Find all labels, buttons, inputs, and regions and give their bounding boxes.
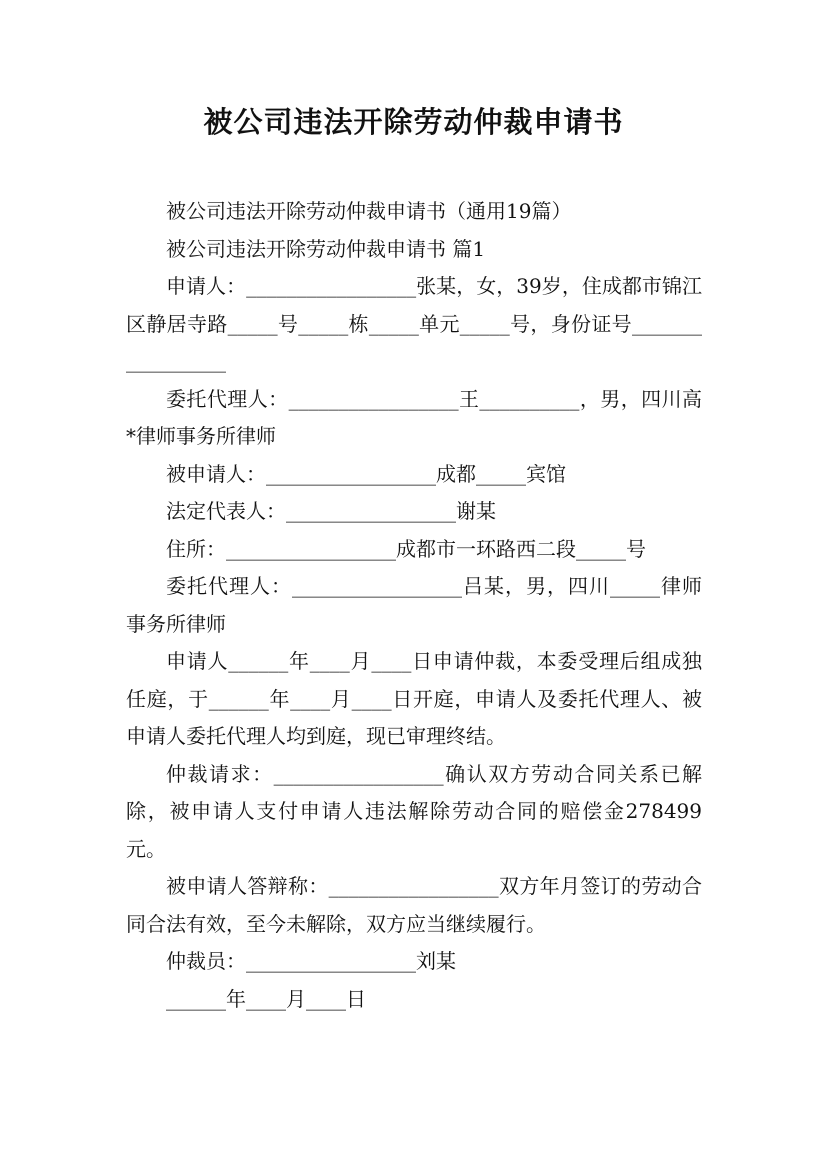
paragraph-respondent: 被申请人：_________________成都_____宾馆: [166, 461, 566, 486]
paragraph-respondent-agent: 委托代理人：_________________吕某，男，四川_____律师事务所律师: [126, 574, 702, 636]
paragraph-address: 住所：_________________成都市一环路西二段_____号: [166, 536, 646, 561]
paragraph-applicant-agent: 委托代理人：_________________王__________，男，四川高*律师事务所律师: [126, 386, 702, 448]
document-title: 被公司违法开除劳动仲裁申请书: [203, 105, 624, 139]
paragraph-procedure: 申请人______年____月____日申请仲裁，本委受理后组成独任庭，于______年____月____日开庭，申请人及委托代理人、被申请人委托代理人均到庭，现已审理终结。: [126, 649, 702, 748]
paragraph-applicant: 申请人：_________________张某，女，39岁，住成都市锦江区静居寺路_____号_____栋_____单元_____号，身份证号_________________: [126, 274, 702, 373]
paragraph-article-heading: 被公司违法开除劳动仲裁申请书 篇1: [166, 236, 486, 261]
paragraph-arbitrator: 仲裁员：_________________刘某: [166, 949, 456, 973]
paragraph-collection-heading: 被公司违法开除劳动仲裁申请书（通用19篇）: [166, 199, 572, 223]
paragraph-date: ______年____月____日: [166, 986, 366, 1011]
paragraph-legal-representative: 法定代表人：_________________谢某: [166, 499, 496, 523]
paragraph-respondent-defense: 被申请人答辩称：_________________双方年月签订的劳动合同合法有效，至今未解除，双方应当继续履行。: [126, 874, 702, 936]
paragraph-arbitration-claims: 仲裁请求：_________________确认双方劳动合同关系已解除，被申请人支付申请人违法解除劳动合同的赔偿金278499元。: [126, 761, 702, 861]
document-body: [126, 193, 702, 1018]
